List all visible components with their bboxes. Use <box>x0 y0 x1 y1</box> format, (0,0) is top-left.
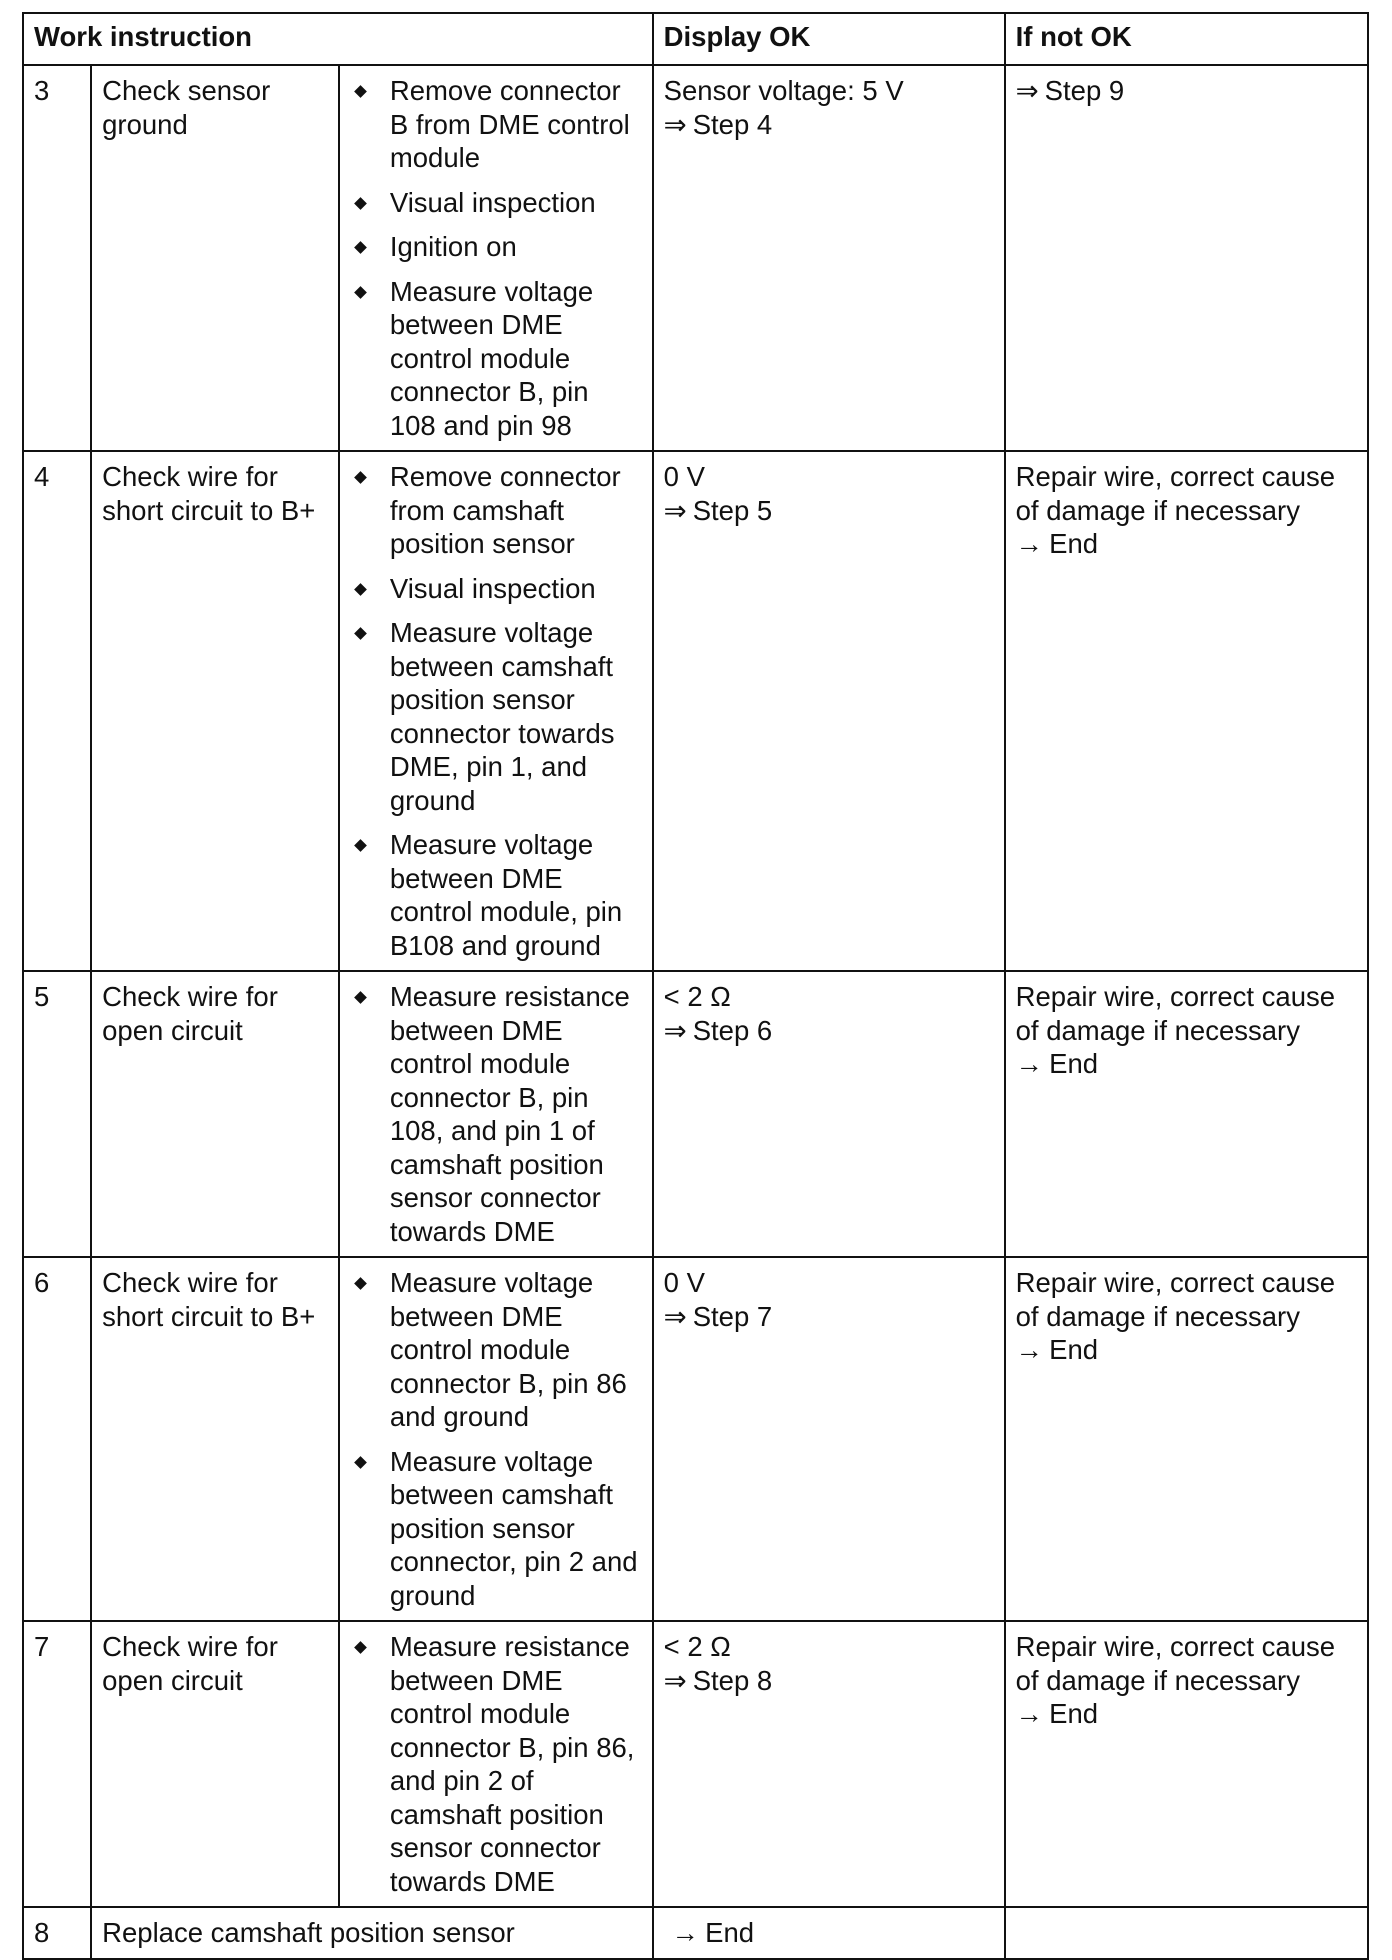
implies-arrow-icon: ⇒ <box>1015 75 1039 106</box>
check-description: Check wire for open circuit <box>91 1621 339 1907</box>
diamond-bullet-icon <box>354 1641 367 1654</box>
instruction-item <box>350 616 642 817</box>
instruction-item <box>350 1445 642 1613</box>
table-row <box>23 1621 1368 1907</box>
not-ok-next: End <box>1049 1698 1099 1729</box>
instruction-text: Ignition on <box>389 231 517 262</box>
not-ok-cell <box>1005 971 1368 1257</box>
diamond-bullet-icon <box>354 241 367 254</box>
instruction-text: Measure resistance between DME control module connector B, pin 108, and pin 1 of camshaft position sensor connector towards DME <box>389 981 630 1247</box>
instruction-text: Measure voltage between DME control module connector B, pin 108 and pin 98 <box>389 275 594 441</box>
instruction-text: Remove connector B from DME control module <box>389 75 630 173</box>
diamond-bullet-icon <box>354 85 367 98</box>
diamond-bullet-icon <box>354 991 367 1004</box>
implies-arrow-icon: ⇒ <box>663 1664 687 1696</box>
instruction-cell <box>339 971 653 1257</box>
instruction-list <box>350 1630 642 1898</box>
instruction-text: Measure resistance between DME control module connector B, pin 86, and pin 2 of camshaft position sensor connector towards DME <box>389 1631 635 1897</box>
implies-arrow-icon: ⇒ <box>663 494 687 526</box>
instruction-item <box>350 828 642 962</box>
instruction-item <box>350 1630 642 1898</box>
not-ok-next-line <box>1016 527 1357 561</box>
diamond-bullet-icon <box>354 627 367 640</box>
diamond-bullet-icon <box>354 1277 367 1290</box>
ok-next: Step 4 <box>692 108 773 140</box>
right-arrow-icon: → <box>671 1917 700 1948</box>
instruction-text: Measure voltage between camshaft position sensor connector, pin 2 and ground <box>389 1445 638 1611</box>
not-ok-cell <box>1005 1907 1368 1959</box>
instruction-cell <box>339 1621 653 1907</box>
instruction-list <box>350 1266 642 1612</box>
ok-next: Step 6 <box>692 1014 773 1046</box>
not-ok-next-line <box>1016 74 1357 108</box>
ok-next: Step 7 <box>692 1300 773 1332</box>
check-description: Check wire for short circuit to B+ <box>91 1257 339 1621</box>
header-work-instruction: Work instruction <box>23 13 653 65</box>
implies-arrow-icon: ⇒ <box>663 1300 687 1332</box>
diamond-bullet-icon <box>354 286 367 299</box>
display-ok-cell <box>653 451 1005 971</box>
table-row-final <box>23 1907 1368 1959</box>
ok-next-line <box>664 1300 994 1334</box>
implies-arrow-icon: ⇒ <box>663 108 687 140</box>
step-number: 3 <box>23 65 91 451</box>
instruction-text: Measure voltage between DME control module connector B, pin 86 and ground <box>389 1267 627 1432</box>
not-ok-cell <box>1005 65 1368 451</box>
ok-next: Step 8 <box>692 1664 773 1696</box>
not-ok-action: Repair wire, correct cause of damage if necessary <box>1015 1267 1336 1332</box>
ok-value: < 2 Ω <box>663 1631 731 1662</box>
instruction-list <box>350 460 642 962</box>
ok-value: 0 V <box>663 1267 705 1298</box>
not-ok-action: Repair wire, correct cause of damage if necessary <box>1015 981 1336 1046</box>
instruction-item <box>350 186 642 220</box>
ok-value: 0 V <box>663 461 705 492</box>
final-instruction: Replace camshaft position sensor <box>91 1907 653 1959</box>
table-row <box>23 1257 1368 1621</box>
instruction-text: Measure voltage between DME control module, pin B108 and ground <box>389 829 623 961</box>
step-number: 8 <box>23 1907 91 1959</box>
right-arrow-icon: → <box>1015 1698 1044 1729</box>
check-description: Check wire for open circuit <box>91 971 339 1257</box>
instruction-item <box>350 230 642 264</box>
ok-next-line <box>664 108 994 142</box>
document-page <box>22 12 1369 1960</box>
work-instruction-table <box>22 12 1369 1960</box>
right-arrow-icon: → <box>1015 1048 1044 1079</box>
diamond-bullet-icon <box>354 471 367 484</box>
right-arrow-icon: → <box>1015 1334 1044 1365</box>
instruction-item <box>350 74 642 175</box>
diamond-bullet-icon <box>354 197 367 210</box>
not-ok-cell <box>1005 451 1368 971</box>
not-ok-next: Step 9 <box>1044 75 1125 106</box>
step-number: 4 <box>23 451 91 971</box>
instruction-item <box>350 980 642 1248</box>
ok-next: Step 5 <box>692 494 773 526</box>
check-description: Check wire for short circuit to B+ <box>91 451 339 971</box>
check-description: Check sensor ground <box>91 65 339 451</box>
instruction-item <box>350 275 642 443</box>
display-ok-cell <box>653 1257 1005 1621</box>
diamond-bullet-icon <box>354 1456 367 1469</box>
instruction-item <box>350 1266 642 1434</box>
instruction-list <box>350 74 642 442</box>
instruction-item <box>350 572 642 606</box>
instruction-text: Remove connector from camshaft position sensor <box>389 461 621 559</box>
instruction-list <box>350 980 642 1248</box>
ok-value: < 2 Ω <box>663 981 731 1012</box>
ok-next-line <box>664 1014 994 1048</box>
display-ok-cell <box>653 971 1005 1257</box>
ok-next-line <box>664 494 994 528</box>
instruction-text: Visual inspection <box>389 572 596 604</box>
instruction-cell <box>339 451 653 971</box>
table-row <box>23 65 1368 451</box>
instruction-text: Measure voltage between camshaft position sensor connector towards DME, pin 1, and ground <box>389 617 615 816</box>
not-ok-cell <box>1005 1621 1368 1907</box>
table-body <box>23 65 1368 1959</box>
display-ok-cell <box>653 1621 1005 1907</box>
not-ok-next: End <box>1049 1048 1099 1079</box>
display-ok-cell <box>653 65 1005 451</box>
instruction-cell <box>339 65 653 451</box>
step-number: 6 <box>23 1257 91 1621</box>
not-ok-action: Repair wire, correct cause of damage if necessary <box>1015 1631 1336 1696</box>
not-ok-cell <box>1005 1257 1368 1621</box>
not-ok-next: End <box>1049 528 1099 559</box>
header-display-ok: Display OK <box>653 13 1005 65</box>
not-ok-next-line <box>1016 1333 1357 1367</box>
not-ok-action: Repair wire, correct cause of damage if necessary <box>1015 461 1336 526</box>
not-ok-next: End <box>1049 1334 1099 1365</box>
not-ok-next-line <box>1016 1697 1357 1731</box>
diamond-bullet-icon <box>354 583 367 596</box>
instruction-item <box>350 460 642 561</box>
table-row <box>23 451 1368 971</box>
header-if-not-ok: If not OK <box>1005 13 1368 65</box>
ok-next-line <box>664 1664 994 1698</box>
step-number: 7 <box>23 1621 91 1907</box>
instruction-cell <box>339 1257 653 1621</box>
ok-next: End <box>705 1917 755 1948</box>
table-header-row <box>23 13 1368 65</box>
display-ok-cell <box>653 1907 1005 1959</box>
ok-value: Sensor voltage: 5 V <box>663 75 904 106</box>
step-number: 5 <box>23 971 91 1257</box>
table-row <box>23 971 1368 1257</box>
diamond-bullet-icon <box>354 839 367 852</box>
implies-arrow-icon: ⇒ <box>663 1014 687 1046</box>
right-arrow-icon: → <box>1015 528 1044 559</box>
not-ok-next-line <box>1016 1047 1357 1081</box>
instruction-text: Visual inspection <box>389 186 596 218</box>
